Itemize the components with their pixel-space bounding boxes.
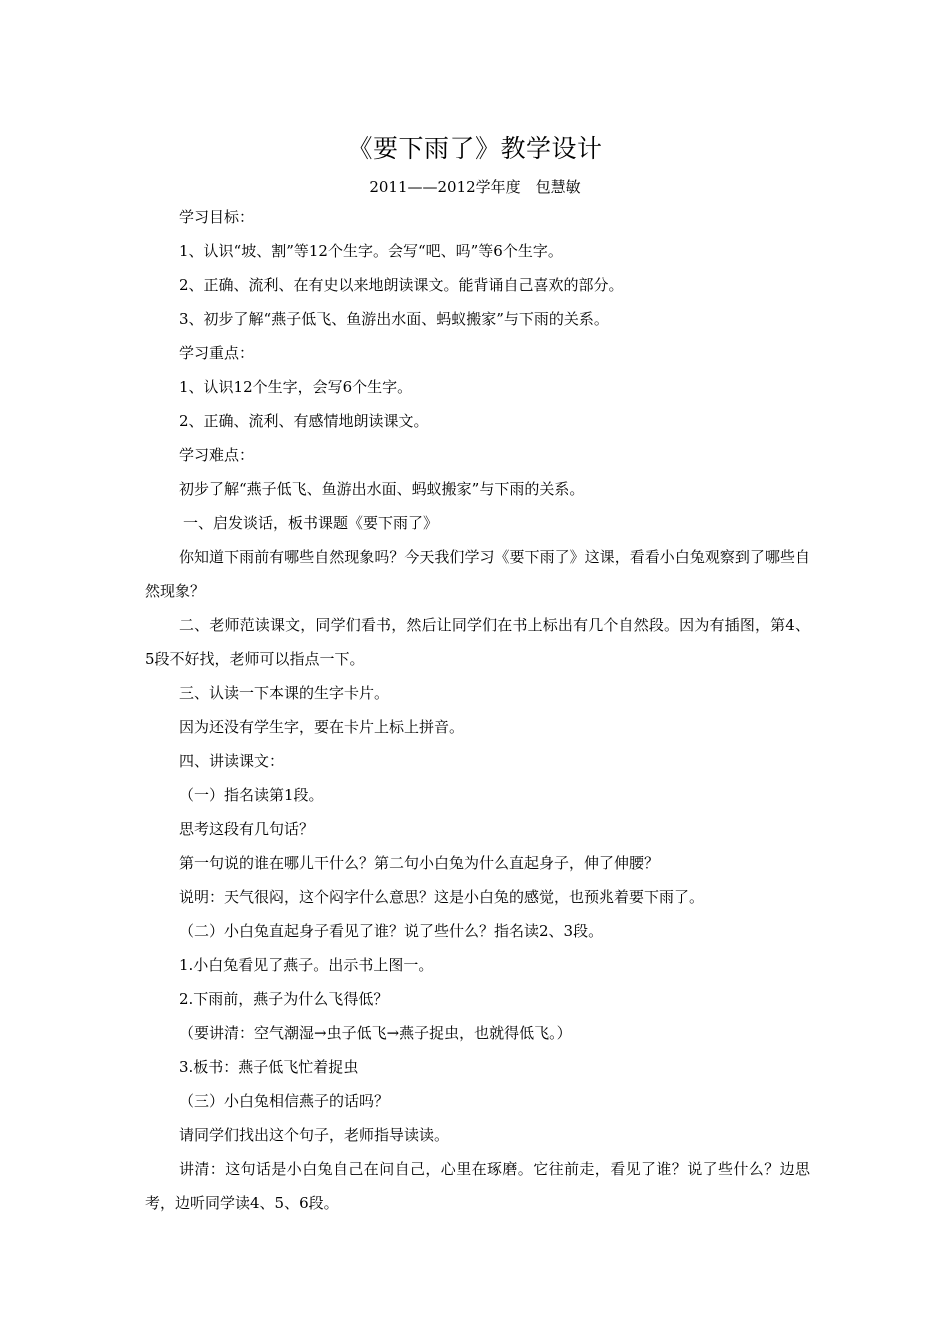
subsection-1-explanation: 说明：天气很闷，这个闷字什么意思？这是小白兔的感觉，也预兆着要下雨了。	[179, 888, 705, 906]
key-point-2: 2、正确、流利、有感情地朗读课文。	[179, 412, 429, 430]
subsection-3-heading: （三）小白兔相信燕子的话吗？	[179, 1092, 390, 1110]
section-3-text: 因为还没有学生字，要在卡片上标上拼音。	[179, 718, 465, 736]
difficulty-text: 初步了解“燕子低飞、鱼游出水面、蚂蚁搬家”与下雨的关系。	[179, 480, 585, 498]
document-title: 《要下雨了》教学设计	[347, 134, 603, 163]
section-4-heading: 四、讲读课文：	[179, 752, 285, 770]
heading-difficulties: 学习难点：	[179, 446, 255, 464]
goal-item-3: 3、初步了解“燕子低飞、鱼游出水面、蚂蚁搬家”与下雨的关系。	[179, 310, 609, 328]
goal-item-1: 1、认识“坡、割”等12个生字。会写“吧、吗”等6个生字。	[179, 242, 563, 260]
subsection-2-note: （要讲清：空气潮湿→虫子低飞→燕子捉虫，也就得低飞。）	[179, 1024, 572, 1042]
document-body	[145, 200, 810, 1220]
subsection-2-heading: （二）小白兔直起身子看见了谁？说了些什么？指名读2、3段。	[179, 922, 604, 940]
section-1-text: 你知道下雨前有哪些自然现象吗？今天我们学习《要下雨了》这课，看看小白兔观察到了哪些自然现象？	[145, 548, 810, 600]
document-subtitle: 2011——2012学年度 包慧敏	[369, 178, 581, 196]
subsection-2-item-2: 2.下雨前，燕子为什么飞得低？	[179, 990, 389, 1008]
section-2-text: 二、老师范读课文，同学们看书，然后让同学们在书上标出有几个自然段。因为有插图，第4、5段不好找，老师可以指点一下。	[145, 616, 810, 668]
subsection-1-detail: 第一句说的谁在哪儿干什么？第二句小白兔为什么直起身子，伸了伸腰？	[179, 854, 660, 872]
subsection-2-item-3: 3.板书：燕子低飞忙着捉虫	[179, 1058, 359, 1076]
heading-key-points: 学习重点：	[179, 344, 255, 362]
subsection-3-instruction: 请同学们找出这个句子，老师指导读读。	[179, 1126, 450, 1144]
subsection-2-item-1: 1.小白兔看见了燕子。出示书上图一。	[179, 956, 434, 974]
subsection-1-heading: （一）指名读第1段。	[179, 786, 324, 804]
subsection-3-explanation: 讲清：这句话是小白兔自己在问自己，心里在琢磨。它往前走，看见了谁？说了些什么？边思考，边听同学读4、5、6段。	[145, 1160, 810, 1212]
heading-learning-goals: 学习目标：	[179, 208, 255, 226]
section-1-heading: 一、启发谈话，板书课题《要下雨了》	[183, 514, 439, 532]
key-point-1: 1、认识12个生字，会写6个生字。	[179, 378, 413, 396]
subsection-1-question: 思考这段有几句话？	[179, 820, 315, 838]
goal-item-2: 2、正确、流利、在有史以来地朗读课文。能背诵自己喜欢的部分。	[179, 276, 624, 294]
section-3-heading: 三、认读一下本课的生字卡片。	[179, 684, 390, 702]
